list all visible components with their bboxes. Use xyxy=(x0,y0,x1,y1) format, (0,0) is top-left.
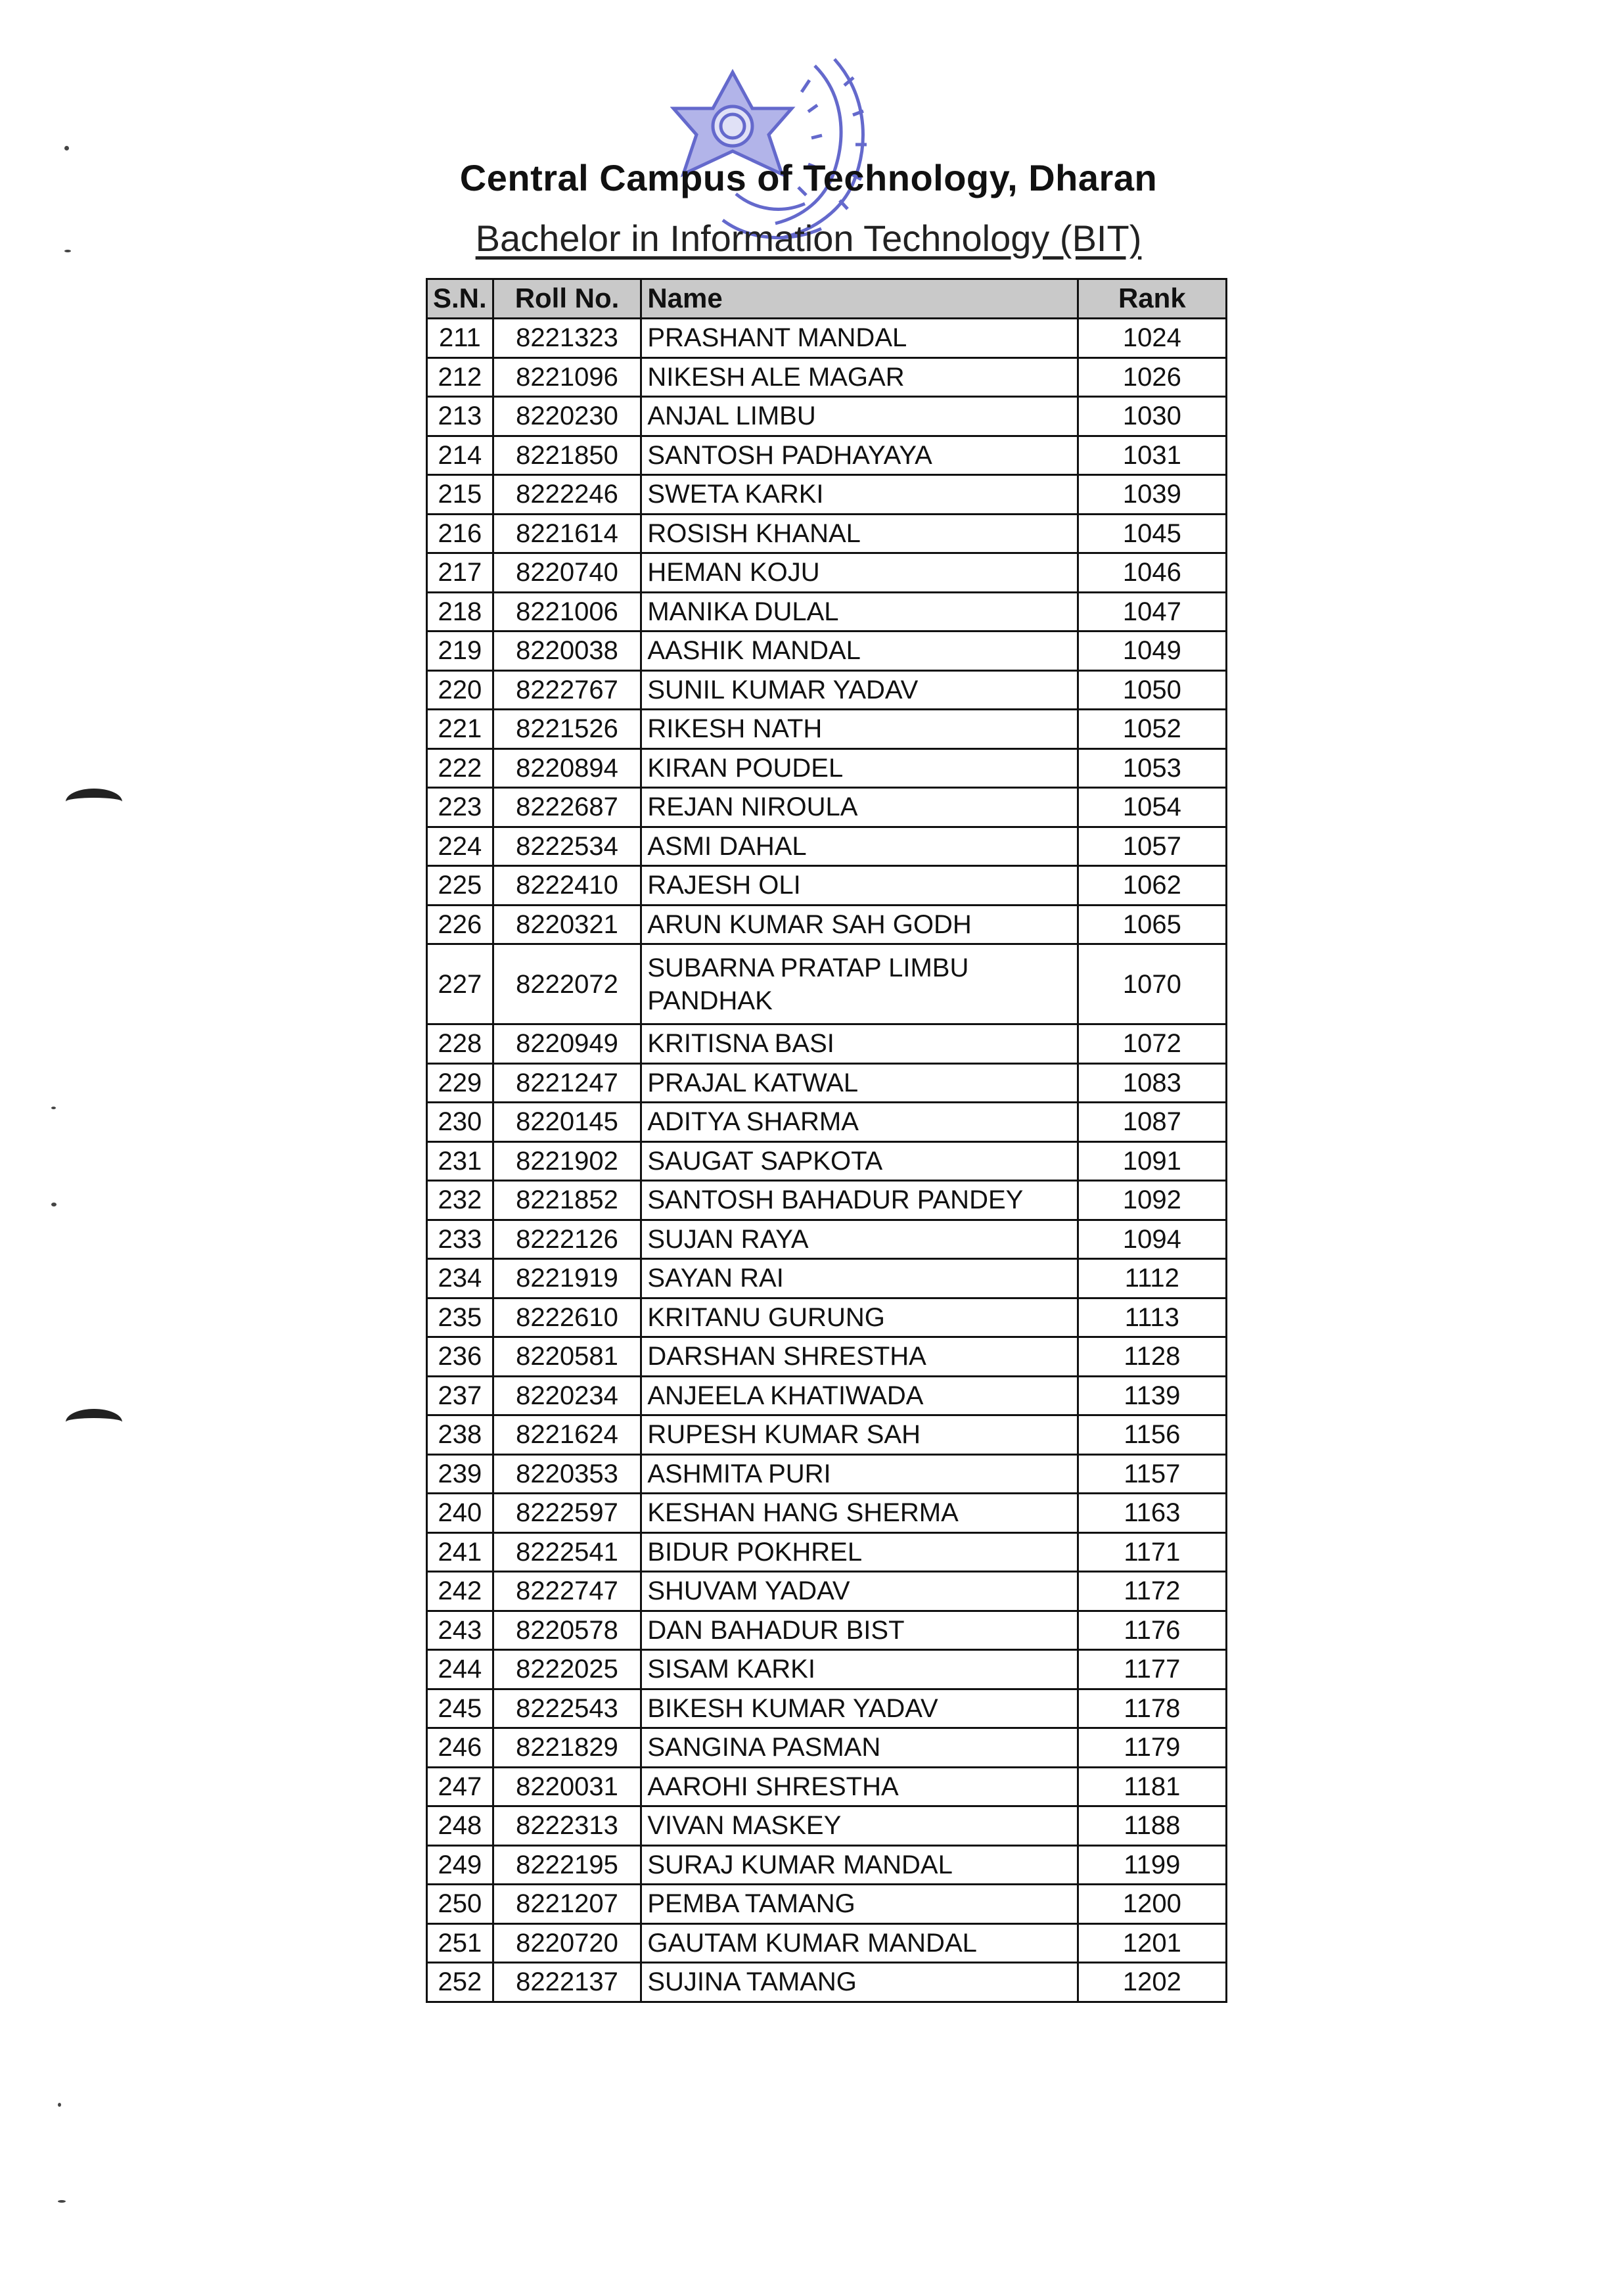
table-row xyxy=(427,670,1227,710)
cell-sn: 242 xyxy=(427,1572,493,1611)
cell-sn: 214 xyxy=(427,436,493,475)
cell-name: RAJESH OLI xyxy=(641,866,1078,906)
cell-name: KIRAN POUDEL xyxy=(641,748,1078,788)
cell-roll-no: 8222543 xyxy=(493,1689,641,1728)
table-row xyxy=(427,1532,1227,1572)
table-row xyxy=(427,514,1227,553)
table-row xyxy=(427,1767,1227,1806)
cell-sn: 229 xyxy=(427,1063,493,1103)
cell-rank: 1053 xyxy=(1078,748,1226,788)
cell-rank: 1113 xyxy=(1078,1298,1226,1337)
cell-rank: 1094 xyxy=(1078,1220,1226,1259)
scan-dot xyxy=(51,1107,56,1109)
cell-rank: 1201 xyxy=(1078,1923,1226,1963)
cell-sn: 224 xyxy=(427,827,493,866)
cell-rank: 1157 xyxy=(1078,1454,1226,1494)
cell-roll-no: 8221207 xyxy=(493,1885,641,1924)
table-row xyxy=(427,905,1227,944)
cell-roll-no: 8221919 xyxy=(493,1259,641,1298)
column-header-rank: Rank xyxy=(1078,279,1226,319)
cell-name: MANIKA DULAL xyxy=(641,592,1078,631)
table-row xyxy=(427,1298,1227,1337)
cell-roll-no: 8221902 xyxy=(493,1141,641,1181)
cell-rank: 1065 xyxy=(1078,905,1226,944)
cell-roll-no: 8221624 xyxy=(493,1415,641,1455)
cell-sn: 236 xyxy=(427,1337,493,1377)
cell-rank: 1176 xyxy=(1078,1611,1226,1650)
cell-rank: 1049 xyxy=(1078,631,1226,671)
cell-name: AASHIK MANDAL xyxy=(641,631,1078,671)
cell-roll-no: 8220031 xyxy=(493,1767,641,1806)
table-row xyxy=(427,1963,1227,2002)
cell-sn: 217 xyxy=(427,553,493,593)
cell-sn: 211 xyxy=(427,319,493,358)
cell-name: PRAJAL KATWAL xyxy=(641,1063,1078,1103)
table-row xyxy=(427,1415,1227,1455)
cell-roll-no: 8221323 xyxy=(493,319,641,358)
cell-sn: 244 xyxy=(427,1650,493,1689)
cell-name: ASMI DAHAL xyxy=(641,827,1078,866)
cell-roll-no: 8222072 xyxy=(493,944,641,1024)
cell-roll-no: 8220949 xyxy=(493,1024,641,1064)
cell-sn: 246 xyxy=(427,1728,493,1768)
cell-rank: 1188 xyxy=(1078,1806,1226,1846)
results-table xyxy=(426,278,1227,2003)
cell-rank: 1171 xyxy=(1078,1532,1226,1572)
cell-roll-no: 8222687 xyxy=(493,788,641,827)
cell-roll-no: 8222195 xyxy=(493,1845,641,1885)
cell-name: SHUVAM YADAV xyxy=(641,1572,1078,1611)
column-header-name: Name xyxy=(641,279,1078,319)
cell-sn: 247 xyxy=(427,1767,493,1806)
cell-roll-no: 8221829 xyxy=(493,1728,641,1768)
table-row xyxy=(427,319,1227,358)
cell-rank: 1070 xyxy=(1078,944,1226,1024)
cell-rank: 1026 xyxy=(1078,357,1226,397)
cell-name: SISAM KARKI xyxy=(641,1650,1078,1689)
cell-rank: 1200 xyxy=(1078,1885,1226,1924)
table-row xyxy=(427,631,1227,671)
cell-roll-no: 8221006 xyxy=(493,592,641,631)
cell-rank: 1177 xyxy=(1078,1650,1226,1689)
column-header-roll: Roll No. xyxy=(493,279,641,319)
cell-sn: 240 xyxy=(427,1494,493,1533)
cell-rank: 1172 xyxy=(1078,1572,1226,1611)
cell-rank: 1039 xyxy=(1078,475,1226,515)
cell-name: ARUN KUMAR SAH GODH xyxy=(641,905,1078,944)
cell-sn: 212 xyxy=(427,357,493,397)
cell-roll-no: 8221526 xyxy=(493,710,641,749)
table-row xyxy=(427,1376,1227,1415)
table-row xyxy=(427,1337,1227,1377)
cell-rank: 1202 xyxy=(1078,1963,1226,2002)
cell-sn: 252 xyxy=(427,1963,493,2002)
cell-roll-no: 8220740 xyxy=(493,553,641,593)
table-row xyxy=(427,748,1227,788)
table-row xyxy=(427,1923,1227,1963)
cell-sn: 251 xyxy=(427,1923,493,1963)
cell-sn: 237 xyxy=(427,1376,493,1415)
cell-sn: 228 xyxy=(427,1024,493,1064)
cell-sn: 250 xyxy=(427,1885,493,1924)
table-row xyxy=(427,1611,1227,1650)
cell-sn: 219 xyxy=(427,631,493,671)
cell-sn: 230 xyxy=(427,1103,493,1142)
cell-sn: 233 xyxy=(427,1220,493,1259)
table-row xyxy=(427,397,1227,436)
cell-name: ROSISH KHANAL xyxy=(641,514,1078,553)
cell-name: PEMBA TAMANG xyxy=(641,1885,1078,1924)
cell-rank: 1031 xyxy=(1078,436,1226,475)
cell-sn: 223 xyxy=(427,788,493,827)
cell-rank: 1052 xyxy=(1078,710,1226,749)
cell-name: SAYAN RAI xyxy=(641,1259,1078,1298)
cell-name: RUPESH KUMAR SAH xyxy=(641,1415,1078,1455)
cell-name: SUJAN RAYA xyxy=(641,1220,1078,1259)
table-row xyxy=(427,1220,1227,1259)
cell-rank: 1024 xyxy=(1078,319,1226,358)
cell-roll-no: 8222767 xyxy=(493,670,641,710)
cell-rank: 1199 xyxy=(1078,1845,1226,1885)
cell-sn: 213 xyxy=(427,397,493,436)
cell-sn: 232 xyxy=(427,1181,493,1220)
cell-name: DARSHAN SHRESTHA xyxy=(641,1337,1078,1377)
cell-rank: 1112 xyxy=(1078,1259,1226,1298)
cell-name: SUNIL KUMAR YADAV xyxy=(641,670,1078,710)
table-body xyxy=(427,319,1227,2002)
scan-dot xyxy=(51,1203,57,1206)
cell-roll-no: 8220720 xyxy=(493,1923,641,1963)
cell-name: ANJEELA KHATIWADA xyxy=(641,1376,1078,1415)
cell-sn: 243 xyxy=(427,1611,493,1650)
cell-rank: 1092 xyxy=(1078,1181,1226,1220)
cell-sn: 218 xyxy=(427,592,493,631)
table-row xyxy=(427,1650,1227,1689)
table-row xyxy=(427,1063,1227,1103)
cell-sn: 225 xyxy=(427,866,493,906)
cell-roll-no: 8222541 xyxy=(493,1532,641,1572)
cell-name: ANJAL LIMBU xyxy=(641,397,1078,436)
cell-rank: 1091 xyxy=(1078,1141,1226,1181)
cell-roll-no: 8222410 xyxy=(493,866,641,906)
column-header-sn: S.N. xyxy=(427,279,493,319)
cell-name: GAUTAM KUMAR MANDAL xyxy=(641,1923,1078,1963)
cell-rank: 1179 xyxy=(1078,1728,1226,1768)
table-row xyxy=(427,1728,1227,1768)
cell-name: BIKESH KUMAR YADAV xyxy=(641,1689,1078,1728)
table-row xyxy=(427,788,1227,827)
cell-name: SURAJ KUMAR MANDAL xyxy=(641,1845,1078,1885)
cell-name: BIDUR POKHREL xyxy=(641,1532,1078,1572)
table-row xyxy=(427,1885,1227,1924)
table-row xyxy=(427,827,1227,866)
cell-roll-no: 8221247 xyxy=(493,1063,641,1103)
cell-rank: 1178 xyxy=(1078,1689,1226,1728)
cell-sn: 245 xyxy=(427,1689,493,1728)
table-row xyxy=(427,1494,1227,1533)
cell-name: SANTOSH PADHAYAYA xyxy=(641,436,1078,475)
cell-sn: 220 xyxy=(427,670,493,710)
scan-dot xyxy=(58,2103,61,2107)
cell-rank: 1083 xyxy=(1078,1063,1226,1103)
cell-name: ADITYA SHARMA xyxy=(641,1103,1078,1142)
table-row xyxy=(427,357,1227,397)
subtitle-text: Bachelor in Information Technology (BIT) xyxy=(475,218,1142,259)
cell-roll-no: 8220581 xyxy=(493,1337,641,1377)
scan-dot xyxy=(64,146,69,150)
cell-rank: 1163 xyxy=(1078,1494,1226,1533)
table-row xyxy=(427,1845,1227,1885)
cell-roll-no: 8222597 xyxy=(493,1494,641,1533)
table-row xyxy=(427,592,1227,631)
cell-name: VIVAN MASKEY xyxy=(641,1806,1078,1846)
cell-rank: 1139 xyxy=(1078,1376,1226,1415)
table-row xyxy=(427,944,1227,1024)
cell-roll-no: 8222610 xyxy=(493,1298,641,1337)
punch-hole-top xyxy=(66,789,122,815)
cell-rank: 1047 xyxy=(1078,592,1226,631)
table-row xyxy=(427,475,1227,515)
page-subtitle xyxy=(0,217,1617,260)
cell-sn: 226 xyxy=(427,905,493,944)
table-row xyxy=(427,1103,1227,1142)
cell-rank: 1072 xyxy=(1078,1024,1226,1064)
cell-sn: 248 xyxy=(427,1806,493,1846)
table-row xyxy=(427,553,1227,593)
cell-roll-no: 8222313 xyxy=(493,1806,641,1846)
cell-roll-no: 8220894 xyxy=(493,748,641,788)
punch-hole-bottom xyxy=(66,1409,122,1435)
cell-name: NIKESH ALE MAGAR xyxy=(641,357,1078,397)
cell-rank: 1128 xyxy=(1078,1337,1226,1377)
cell-rank: 1087 xyxy=(1078,1103,1226,1142)
cell-name: KRITANU GURUNG xyxy=(641,1298,1078,1337)
cell-name: HEMAN KOJU xyxy=(641,553,1078,593)
cell-roll-no: 8221850 xyxy=(493,436,641,475)
table-row xyxy=(427,710,1227,749)
cell-name: PRASHANT MANDAL xyxy=(641,319,1078,358)
cell-name: RIKESH NATH xyxy=(641,710,1078,749)
cell-roll-no: 8220145 xyxy=(493,1103,641,1142)
cell-rank: 1030 xyxy=(1078,397,1226,436)
cell-name: DAN BAHADUR BIST xyxy=(641,1611,1078,1650)
cell-name: SAUGAT SAPKOTA xyxy=(641,1141,1078,1181)
cell-name: SUBARNA PRATAP LIMBU PANDHAK xyxy=(641,944,1078,1024)
cell-rank: 1054 xyxy=(1078,788,1226,827)
table-row xyxy=(427,1454,1227,1494)
cell-rank: 1181 xyxy=(1078,1767,1226,1806)
table-row xyxy=(427,1689,1227,1728)
cell-sn: 215 xyxy=(427,475,493,515)
cell-sn: 235 xyxy=(427,1298,493,1337)
cell-name: SUJINA TAMANG xyxy=(641,1963,1078,2002)
table-row xyxy=(427,1806,1227,1846)
cell-sn: 221 xyxy=(427,710,493,749)
table-row xyxy=(427,436,1227,475)
cell-rank: 1046 xyxy=(1078,553,1226,593)
cell-name: ASHMITA PURI xyxy=(641,1454,1078,1494)
cell-roll-no: 8222534 xyxy=(493,827,641,866)
table-row xyxy=(427,1259,1227,1298)
cell-name: KESHAN HANG SHERMA xyxy=(641,1494,1078,1533)
cell-name: AAROHI SHRESTHA xyxy=(641,1767,1078,1806)
cell-roll-no: 8221614 xyxy=(493,514,641,553)
cell-rank: 1050 xyxy=(1078,670,1226,710)
cell-name: REJAN NIROULA xyxy=(641,788,1078,827)
cell-roll-no: 8220038 xyxy=(493,631,641,671)
table-row xyxy=(427,1024,1227,1064)
cell-sn: 234 xyxy=(427,1259,493,1298)
cell-roll-no: 8220578 xyxy=(493,1611,641,1650)
cell-name: SANGINA PASMAN xyxy=(641,1728,1078,1768)
cell-sn: 231 xyxy=(427,1141,493,1181)
cell-sn: 227 xyxy=(427,944,493,1024)
cell-roll-no: 8222246 xyxy=(493,475,641,515)
page-title: Central Campus of Technology, Dharan xyxy=(459,157,1158,198)
table-row xyxy=(427,1572,1227,1611)
cell-sn: 249 xyxy=(427,1845,493,1885)
cell-roll-no: 8221096 xyxy=(493,357,641,397)
cell-rank: 1045 xyxy=(1078,514,1226,553)
cell-rank: 1156 xyxy=(1078,1415,1226,1455)
table-header-row xyxy=(427,279,1227,319)
cell-roll-no: 8222747 xyxy=(493,1572,641,1611)
cell-name: SWETA KARKI xyxy=(641,475,1078,515)
table-row xyxy=(427,1181,1227,1220)
cell-sn: 222 xyxy=(427,748,493,788)
cell-sn: 239 xyxy=(427,1454,493,1494)
table-row xyxy=(427,1141,1227,1181)
cell-roll-no: 8220234 xyxy=(493,1376,641,1415)
cell-roll-no: 8220321 xyxy=(493,905,641,944)
cell-roll-no: 8221852 xyxy=(493,1181,641,1220)
cell-rank: 1057 xyxy=(1078,827,1226,866)
cell-rank: 1062 xyxy=(1078,866,1226,906)
cell-roll-no: 8222137 xyxy=(493,1963,641,2002)
table-row xyxy=(427,866,1227,906)
cell-roll-no: 8222025 xyxy=(493,1650,641,1689)
scan-dot xyxy=(58,2200,66,2203)
cell-roll-no: 8220353 xyxy=(493,1454,641,1494)
cell-roll-no: 8220230 xyxy=(493,397,641,436)
cell-sn: 216 xyxy=(427,514,493,553)
cell-sn: 238 xyxy=(427,1415,493,1455)
cell-name: KRITISNA BASI xyxy=(641,1024,1078,1064)
cell-roll-no: 8222126 xyxy=(493,1220,641,1259)
cell-sn: 241 xyxy=(427,1532,493,1572)
cell-name: SANTOSH BAHADUR PANDEY xyxy=(641,1181,1078,1220)
